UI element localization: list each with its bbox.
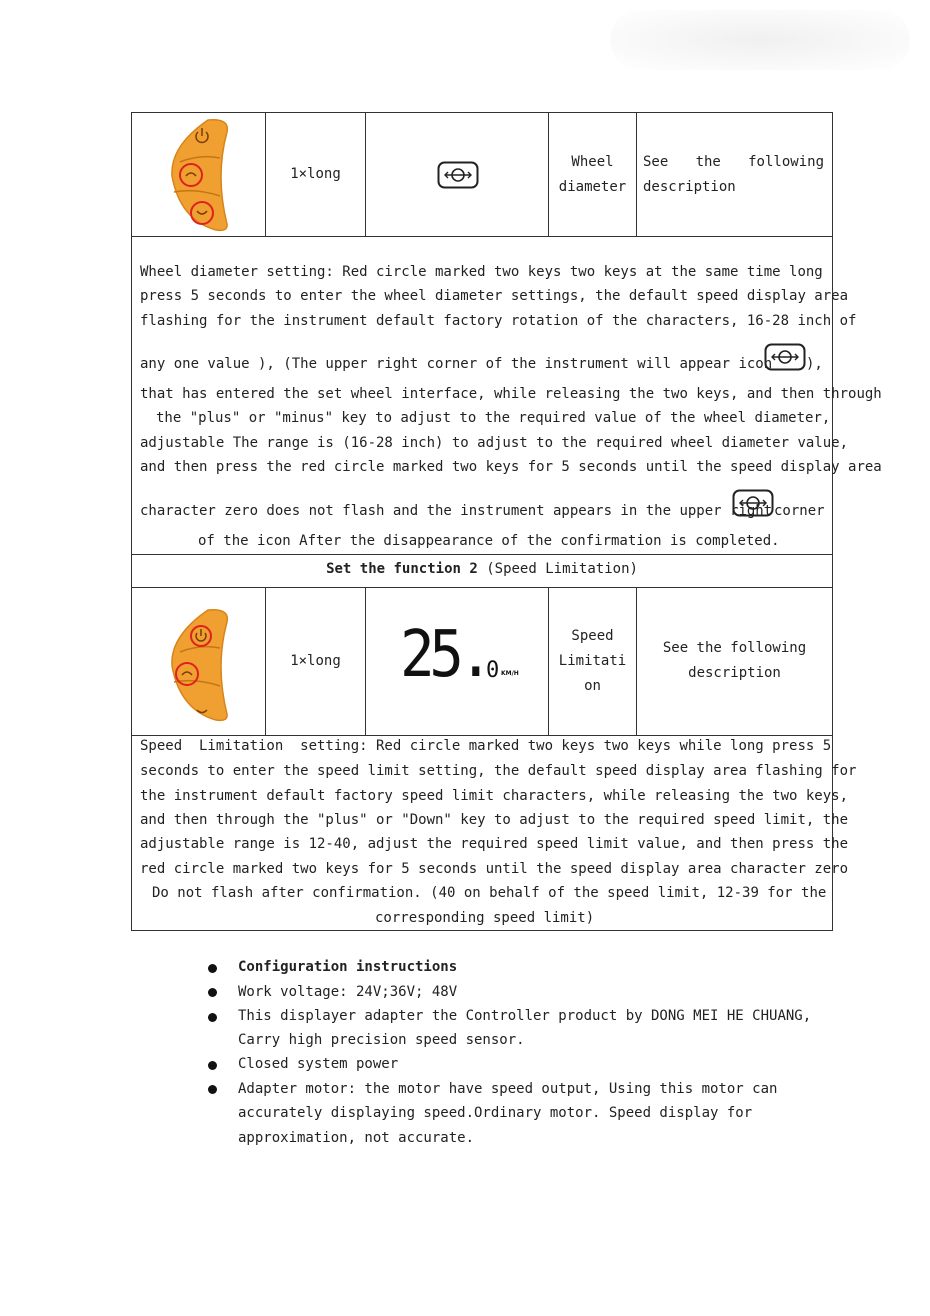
function-description-ref: See the following description bbox=[662, 640, 807, 681]
bullet-icon bbox=[208, 1013, 217, 1022]
function-name-wheel-diameter: Wheel diameter bbox=[558, 154, 627, 195]
list-item-continuation: Carry high precision speed sensor. bbox=[238, 1032, 525, 1048]
wheel-diameter-icon bbox=[764, 343, 806, 371]
function-heading: Set the function 2 (Speed Limitation) bbox=[326, 561, 638, 577]
function-description-ref: See the following description bbox=[643, 154, 824, 195]
list-item: Configuration instructions bbox=[238, 959, 458, 975]
list-item: This displayer adapter the Controller product by DONG MEI HE CHUANG, bbox=[238, 1008, 812, 1024]
handlebar-button-pad-image bbox=[160, 606, 240, 724]
list-item: Work voltage: 24V;36V; 48V bbox=[238, 984, 458, 1000]
press-type-label: 1×long bbox=[290, 166, 341, 182]
bullet-icon bbox=[208, 1085, 217, 1094]
bullet-icon bbox=[208, 1061, 217, 1070]
bullet-icon bbox=[208, 964, 217, 973]
list-item: Adapter motor: the motor have speed output, Using this motor can bbox=[238, 1081, 778, 1097]
speed-lcd-display: 25. 0 KM/H bbox=[400, 618, 519, 692]
list-item-continuation: approximation, not accurate. bbox=[238, 1130, 475, 1146]
wheel-diameter-icon bbox=[732, 489, 774, 517]
list-item-continuation: accurately displaying speed.Ordinary motor. Speed display for bbox=[238, 1105, 753, 1121]
wheel-diameter-icon bbox=[437, 161, 479, 189]
bullet-icon bbox=[208, 988, 217, 997]
press-type-label: 1×long bbox=[290, 653, 341, 669]
scan-glare bbox=[610, 10, 910, 70]
list-item: Closed system power bbox=[238, 1056, 399, 1072]
function-name-speed-limitation: Speed Limitati on bbox=[558, 628, 627, 694]
handlebar-button-pad-image bbox=[160, 116, 240, 234]
